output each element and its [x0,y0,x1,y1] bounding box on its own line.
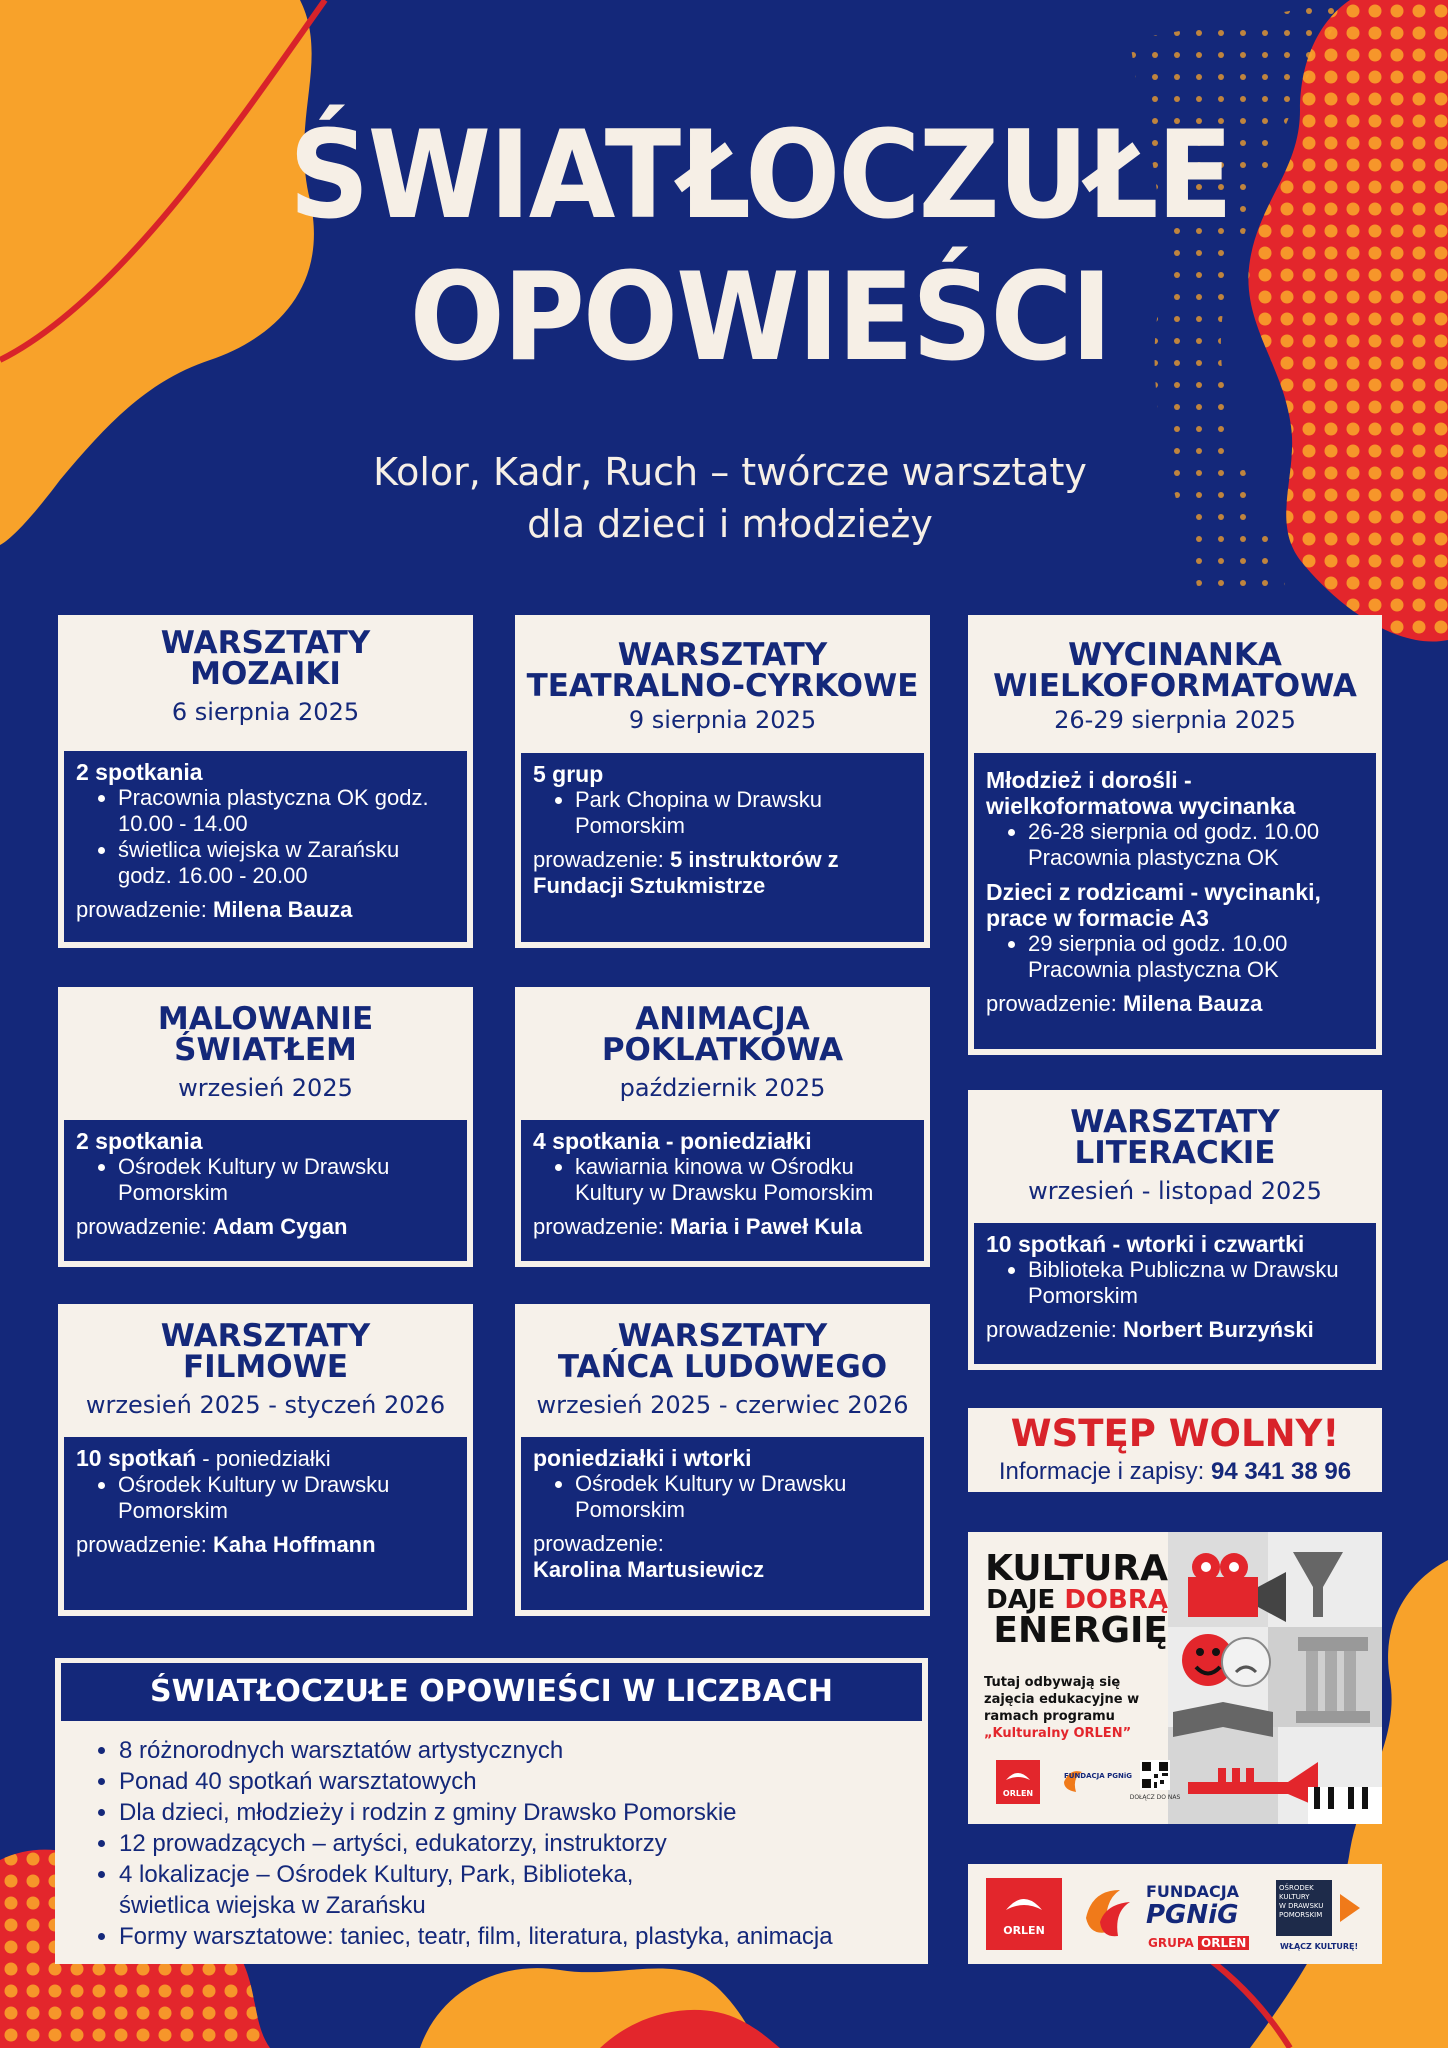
card-date: 26-29 sierpnia 2025 [1054,706,1296,734]
stats-item: • 4 lokalizacje – Ośrodek Kultury, Park, Biblioteka, świetlica wiejska w Zarańsku [119,1859,679,1921]
card-malowanie-swiatlem [58,987,473,1267]
card-details [974,753,1376,1049]
sponsors-bar [968,1864,1382,1964]
card-details [974,1223,1376,1364]
fundacja-label: FUNDACJA [1146,1882,1240,1901]
card-title: WARSZTATY [1070,1104,1280,1140]
stats-item: • Ponad 40 spotkań warsztatowych [119,1766,928,1797]
stats-title: ŚWIATŁOCZUŁE OPOWIEŚCI W LICZBACH [61,1663,922,1721]
location-item: • kawiarnia kinowa w Ośrodku Kultury w Drawsku Pomorskim [575,1154,912,1206]
leader-name: 5 instruktorów z Fundacji Sztukmistrze [533,847,839,898]
poster-subtitle-line1: Kolor, Kadr, Ruch – twórcze warsztaty [373,450,1087,494]
location-item: • Ośrodek Kultury w Drawsku Pomorskim [118,1154,455,1206]
stats-item: • 8 różnorodnych warsztatów artystycznych [119,1735,928,1766]
leader-label: prowadzenie: [533,1531,664,1556]
card-date: wrzesień 2025 [178,1074,353,1102]
leader-name: Adam Cygan [213,1214,348,1239]
card-date: wrzesień 2025 - czerwiec 2026 [536,1391,909,1419]
kulturalny-orlen-promo [968,1532,1382,1824]
slogan-word-highlight: DOBRĄ [1064,1585,1168,1615]
card-title: TEATRALNO-CYRKOWE [526,668,919,704]
leader-label: prowadzenie: [76,1214,207,1239]
promo-description: Tutaj odbywają się zajęcia edukacyjne w ramach programu [984,1675,1140,1724]
card-warsztaty-mozaiki [58,615,473,948]
card-title: TAŃCA LUDOWEGO [557,1349,888,1385]
leader-label: prowadzenie: [986,1317,1117,1342]
groups-count: 5 grup [533,761,604,787]
poster-title-line1: ŚWIATŁOCZUŁE [288,105,1232,247]
meetings-days: - poniedziałki [196,1446,331,1471]
ok-tagline: WŁĄCZ KULTURĘ! [1280,1942,1359,1951]
registration-info [968,1458,1382,1486]
osrodek-kultury-logo [1276,1880,1332,1936]
schedule-item: • 26-28 sierpnia od godz. 10.00 Pracownia plastyczna OK [1028,819,1364,871]
promo-text [984,1674,1174,1742]
card-title: ANIMACJA [635,1001,810,1037]
ok-logo-line: POMORSKIM [1279,1911,1323,1919]
leader-name: Maria i Paweł Kula [670,1214,862,1239]
grupa-orlen-badge: ORLEN [1198,1936,1249,1950]
card-details [521,1120,924,1261]
card-date: 9 sierpnia 2025 [628,706,817,734]
card-details [64,1437,467,1610]
orlen-logo [986,1878,1062,1950]
ok-logo-line: OŚRODEK [1279,1884,1314,1892]
orlen-logo-small-text: ORLEN [1002,1789,1034,1798]
card-details [521,753,924,942]
location-item: • Pracownia plastyczna OK godz. 10.00 - 14.00 [118,785,455,837]
location-item: • Ośrodek Kultury w Drawsku Pomorskim [575,1471,912,1523]
card-title: WARSZTATY [160,1318,371,1354]
leader-name: Kaha Hoffmann [213,1532,376,1557]
meetings-count: 10 spotkań - wtorki i czwartki [986,1231,1305,1257]
leader-name: Karolina Martusiewicz [533,1557,765,1582]
stats-item: • 12 prowadzących – artyści, edukatorzy, instruktorzy [119,1828,679,1859]
promo-slogan [985,1548,1168,1651]
audience-group: Młodzież i dorośli - wielkoformatowa wycinanka [986,767,1296,819]
pgnig-logo-small [1060,1764,1133,1800]
qr-caption: DOŁĄCZ DO NAS [1129,1794,1181,1801]
card-warsztaty-literackie [968,1090,1382,1370]
card-date: 6 sierpnia 2025 [171,698,360,726]
slogan-word: DAJE [986,1585,1065,1615]
leader-line [76,897,455,923]
meetings-count: 2 spotkania [76,759,203,785]
card-title: LITERACKIE [1074,1135,1276,1171]
leader-label: prowadzenie: [76,1532,207,1557]
column-icon [1298,1637,1368,1651]
meetings-count-number: 10 spotkań [76,1445,197,1471]
card-date: wrzesień - listopad 2025 [1028,1177,1322,1205]
film-camera-icon [1188,1577,1258,1617]
schedule-item: • 29 sierpnia od godz. 10.00 Pracownia plastyczna OK [1028,931,1364,983]
leader-line [986,1317,1364,1343]
poster-subtitle-line2: dla dzieci i młodzieży [527,502,933,546]
card-title: MOZAIKI [190,656,341,692]
leader-line [986,991,1364,1017]
meetings-count: 2 spotkania [76,1128,203,1154]
orlen-logo-text: ORLEN [1003,1924,1045,1937]
card-title: MALOWANIE [157,1001,374,1037]
program-name: „Kulturalny ORLEN” [984,1726,1132,1741]
stats-item: • Dla dzieci, młodzieży i rodzin z gminy Drawsko Pomorskie [119,1797,928,1828]
leader-label: prowadzenie: [533,847,664,872]
registration-label: Informacje i zapisy: [998,1458,1205,1485]
audience-group: Dzieci z rodzicami - wycinanki, prace w formacie A3 [986,879,1321,931]
leader-label: prowadzenie: [76,897,207,922]
ok-logo-line: KULTURY [1279,1893,1310,1901]
pgnig-flame-logo [1080,1880,1140,1948]
leader-name: Norbert Burzyński [1123,1317,1314,1342]
leader-line [533,1214,912,1240]
location-item: • świetlica wiejska w Zarańsku godz. 16.00 - 20.00 [118,837,455,889]
poster-title-line2: OPOWIEŚCI [409,247,1111,389]
qr-code-icon[interactable] [1140,1760,1170,1790]
stats-section [55,1658,928,1964]
location-item: • Park Chopina w Drawsku Pomorskim [575,787,912,839]
leader-name: Milena Bauza [213,897,353,922]
card-title: WYCINANKA [1068,637,1282,673]
meetings-count [76,1445,455,1472]
leader-line [76,1532,455,1558]
pgnig-label: PGNiG [1146,1900,1239,1930]
meetings-count: 4 spotkania - poniedziałki [533,1128,812,1154]
card-warsztaty-filmowe [58,1304,473,1616]
leader-label: prowadzenie: [986,991,1117,1016]
slogan-line: KULTURA [985,1548,1168,1589]
leader-name: Milena Bauza [1123,991,1263,1016]
card-date: październik 2025 [619,1074,826,1102]
grupa-label: GRUPA [1148,1936,1194,1950]
card-title: WARSZTATY [617,1318,828,1354]
stats-item: • Formy warsztatowe: taniec, teatr, film, literatura, plastyka, animacja [119,1921,928,1952]
card-details [64,1120,467,1261]
card-title: POKLATKOWA [601,1032,844,1068]
location-item: • Ośrodek Kultury w Drawsku Pomorskim [118,1472,455,1524]
card-wycinanka-wielkoformatowa [968,615,1382,1055]
free-entry-box [968,1408,1382,1492]
card-details [521,1437,924,1610]
pgnig-logo-small-text: FUNDACJA PGNiG [1063,1772,1133,1780]
grupa-orlen-label [1148,1936,1249,1950]
card-animacja-poklatkowa [515,987,930,1267]
free-entry-title: WSTĘP WOLNY! [1010,1412,1340,1455]
card-warsztaty-teatralno-cyrkowe [515,615,930,948]
leader-line [76,1214,455,1240]
play-arrow-icon [1338,1892,1362,1924]
card-title: WIELKOFORMATOWA [993,668,1357,704]
orlen-logo-small [996,1760,1040,1804]
card-date: wrzesień 2025 - styczeń 2026 [85,1391,446,1419]
card-title: FILMOWE [182,1349,349,1385]
ok-logo-line: W DRAWSKU [1279,1902,1324,1910]
stats-list [55,1735,928,1952]
card-title: WARSZTATY [160,625,371,661]
card-details [64,751,467,942]
card-title: ŚWIATŁEM [174,1032,357,1068]
slogan-line: ENERGIĘ [993,1610,1168,1651]
phone-number[interactable]: 94 341 38 96 [1210,1458,1352,1485]
leader-line [533,847,912,899]
card-title: WARSZTATY [617,637,828,673]
card-warsztaty-tanca-ludowego [515,1304,930,1616]
culture-illustration [1168,1532,1382,1824]
leader-label: prowadzenie: [533,1214,664,1239]
meeting-days: poniedziałki i wtorki [533,1445,752,1471]
location-item: • Biblioteka Publiczna w Drawsku Pomorskim [1028,1257,1364,1309]
